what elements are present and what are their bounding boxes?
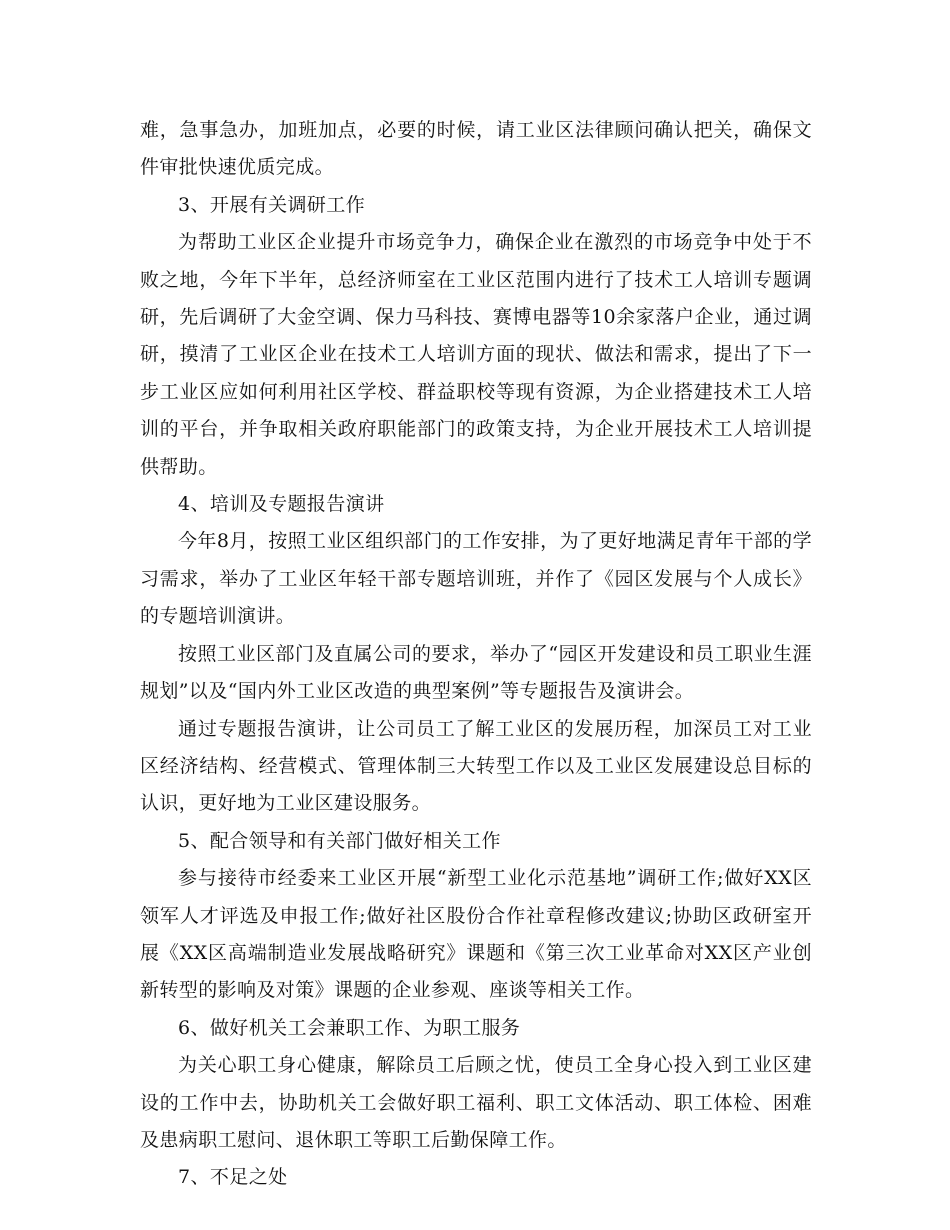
- paragraph-training-1: 今年8月，按照工业区组织部门的工作安排，为了更好地满足青年干部的学习需求，举办了工业区年轻干部专题培训班，并作了《园区发展与个人成长》的专题培训演讲。: [140, 530, 812, 628]
- paragraph-union: 为关心职工身心健康，解除员工后顾之忧，使员工全身心投入到工业区建设的工作中去，协助机关工会做好职工福利、职工文体活动、职工体检、困难及患病职工慰问、退休职工等职工后勤保障工作。: [140, 1054, 812, 1151]
- document-page: [140, 112, 812, 1197]
- section-heading-research: 3、开展有关调研工作: [178, 193, 366, 216]
- section-heading-union: 6、做好机关工会兼职工作、为职工服务: [178, 1016, 521, 1039]
- paragraph-training-2: 按照工业区部门及直属公司的要求，举办了“园区开发建设和员工职业生涯规划”以及“国内外工业区改造的典型案例”等专题报告及演讲会。: [140, 642, 812, 703]
- section-heading-training: 4、培训及专题报告演讲: [178, 493, 385, 516]
- section-heading-cooperation: 5、配合领导和有关部门做好相关工作: [178, 829, 501, 852]
- paragraph-research: 为帮助工业区企业提升市场竞争力，确保企业在激烈的市场竞争中处于不败之地，今年下半年，总经济师室在工业区范围内进行了技术工人培训专题调研，先后调研了大金空调、保力马科技、赛博电器等10余家落户企业，通过调研，摸清了工业区企业在技术工人培训方面的现状、做法和需求，提出了下一步工业区应如何利用社区学校、群益职校等现有资源，为企业搭建技术工人培训的平台，并争取相关政府职能部门的政策支持，为企业开展技术工人培训提供帮助。: [140, 231, 812, 478]
- paragraph-continuation: 难，急事急办，加班加点，必要的时候，请工业区法律顾问确认把关，确保文件审批快速优质完成。: [140, 119, 812, 179]
- paragraph-cooperation: 参与接待市经委来工业区开展“新型工业化示范基地”调研工作;做好XX区领军人才评选及申报工作;做好社区股份合作社章程修改建议;协助区政研室开展《XX区高端制造业发展战略研究》课题和《第三次工业革命对XX区产业创新转型的影响及对策》课题的企业参观、座谈等相关工作。: [140, 867, 812, 1002]
- section-heading-shortcomings: 7、不足之处: [178, 1166, 288, 1189]
- paragraph-training-3: 通过专题报告演讲，让公司员工了解工业区的发展历程，加深员工对工业区经济结构、经营模式、管理体制三大转型工作以及工业区发展建设总目标的认识，更好地为工业区建设服务。: [140, 717, 812, 815]
